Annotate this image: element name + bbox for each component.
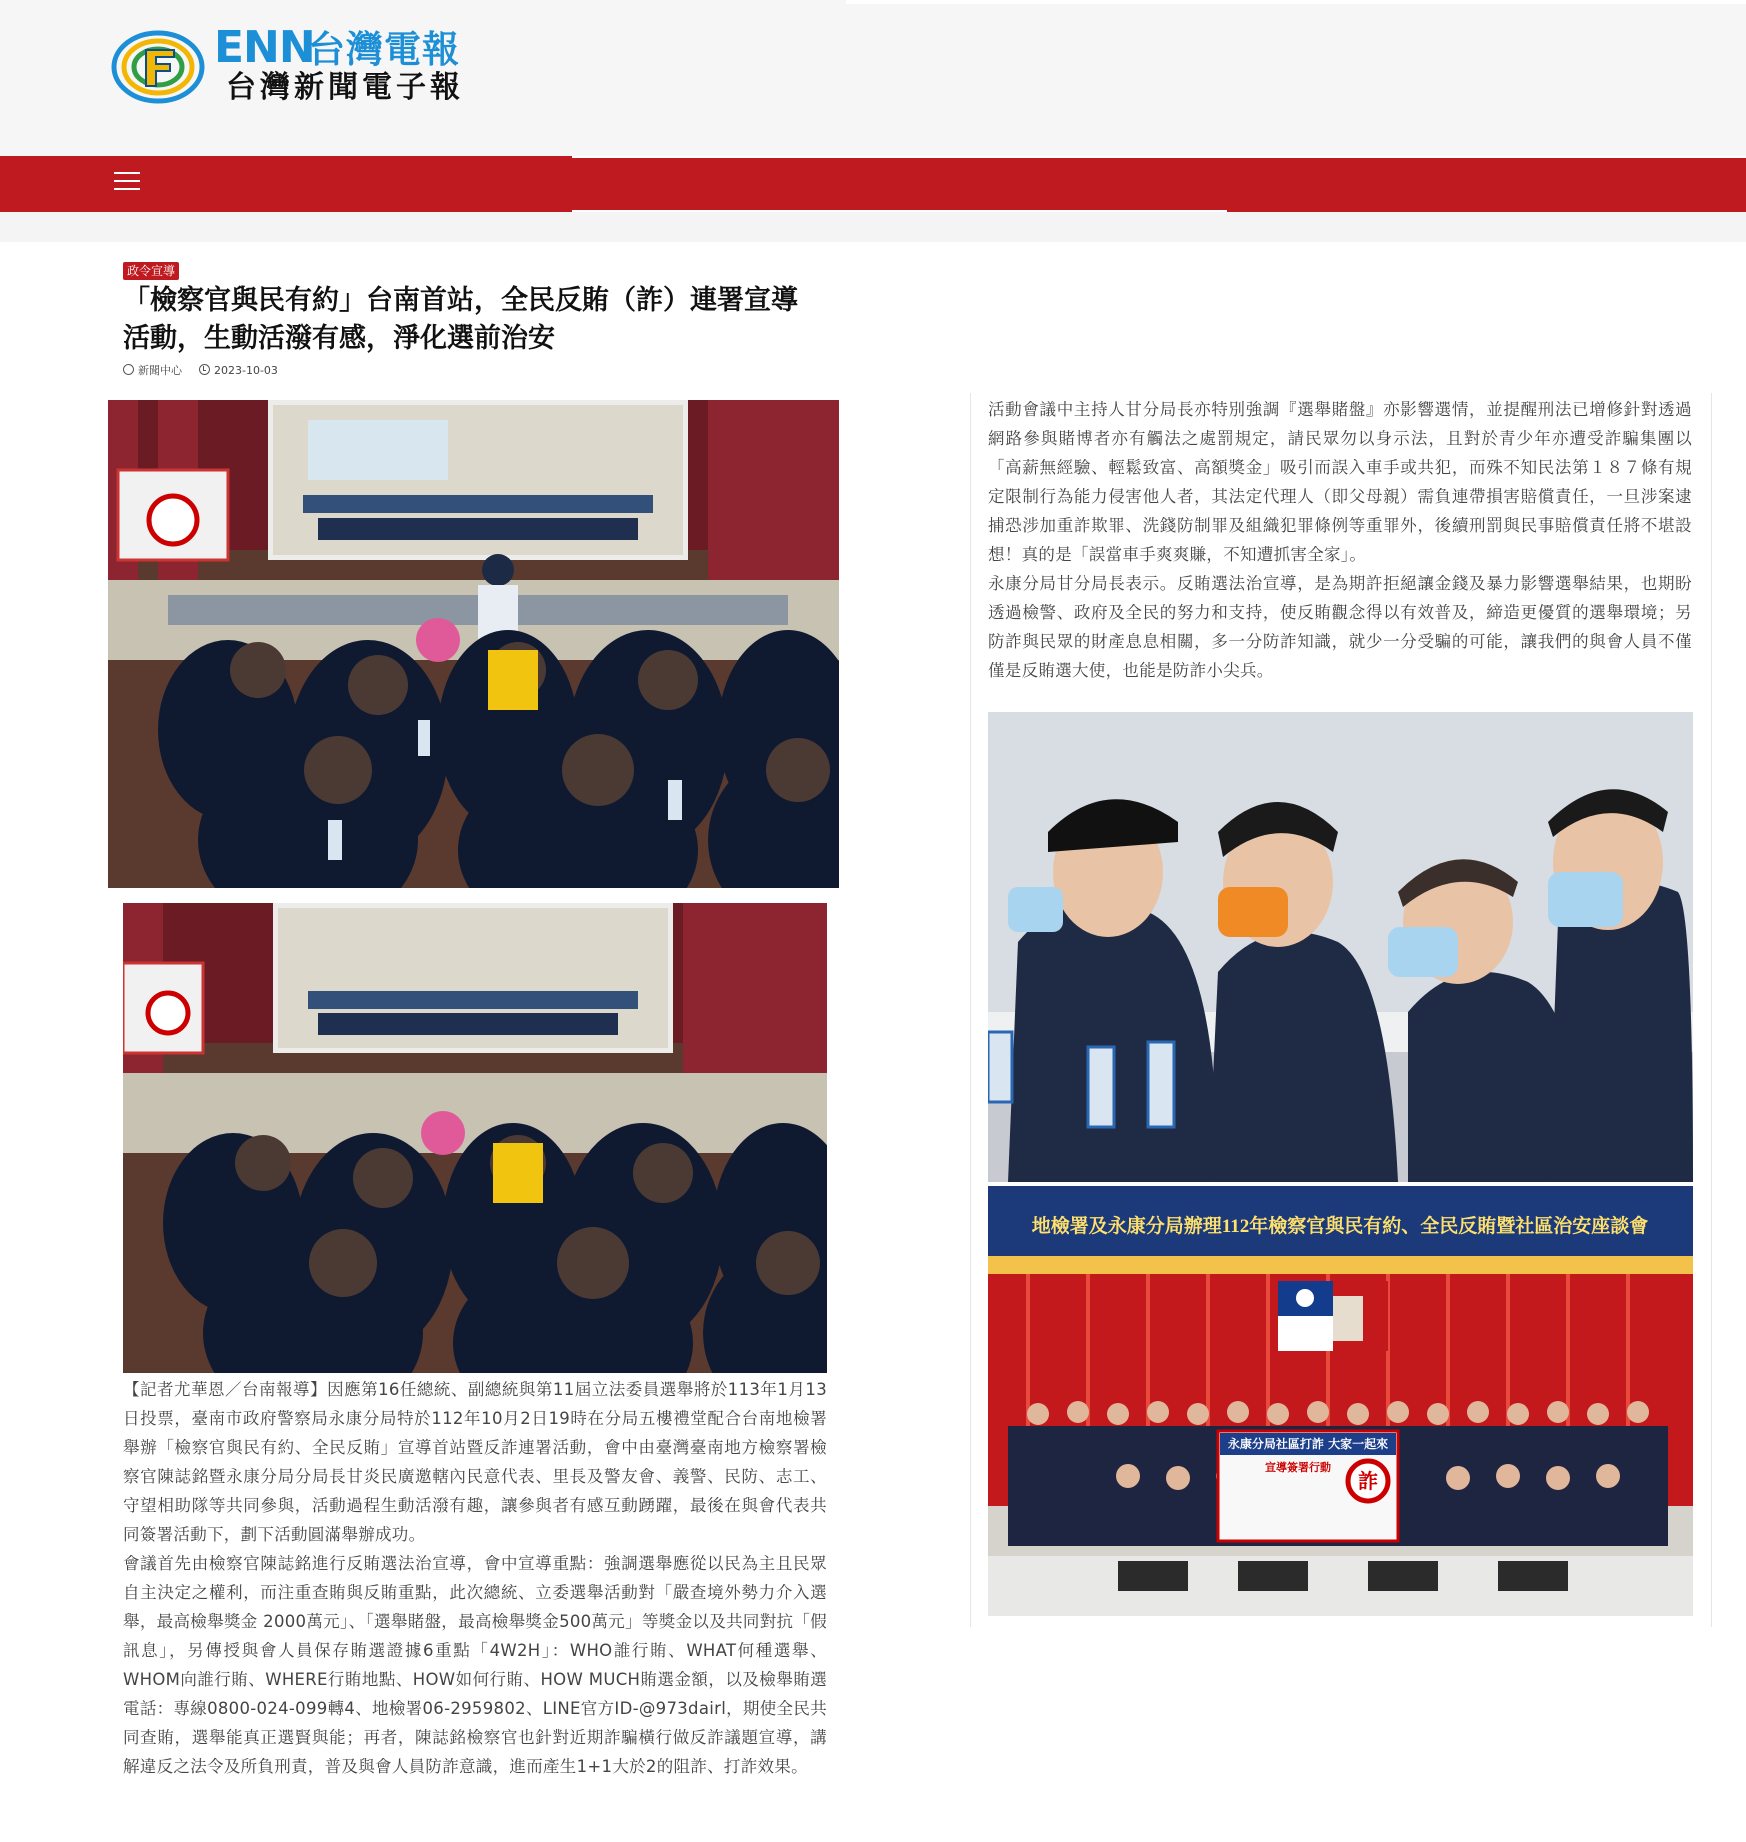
nav-spacer (0, 212, 1746, 242)
photo-participants (988, 712, 1693, 1182)
sign-subtext: 宣導簽署行動 (1265, 1461, 1331, 1474)
meeting-photo-graphic (123, 903, 827, 1373)
banner-text: 地檢署及永康分局辦理112年檢察官與民有約、全民反賄暨社區治安座談會 (1031, 1216, 1649, 1237)
logo-zh-top: 台灣電報 (308, 28, 460, 71)
participants-photo-graphic (988, 712, 1693, 1182)
sign-text: 永康分局社區打詐 大家一起來 (1227, 1437, 1389, 1451)
article-title: 「檢察官與民有約」台南首站，全民反賄（詐）連署宣導活動，生動活潑有感，淨化選前治安 (123, 285, 798, 354)
article-author[interactable]: 新聞中心 (138, 364, 182, 377)
article-date: 2023-10-03 (214, 364, 278, 377)
paragraph: 【記者尤華恩／台南報導】因應第16任總統、副總統與第11屆立法委員選舉將於113年1月13日投票，臺南市政府警察局永康分局特於112年10月2日19時在分局五樓禮堂配合台南地檢署舉辦「檢察官與民有約、全民反賄」宣導首站暨反詐連署活動，會中由臺灣臺南地方檢察署檢察官陳誌銘暨永康分局分局長甘炎民廣邀轄內民意代表、里長及警友會、義警、民防、志工、守望相助隊等共同參與，活動過程生動活潑有趣，讓參與者有感互動踴躍，最後在與會代表共同簽署活動下，劃下活動圓滿舉辦成功。 (123, 1380, 827, 1544)
group-photo-graphic (988, 1186, 1693, 1616)
article-meta (123, 363, 278, 379)
meeting-photo-graphic (108, 400, 839, 888)
logo-zh-bottom: 台灣新聞電子報 (226, 70, 464, 105)
menu-line (114, 172, 140, 174)
paragraph: 活動會議中主持人甘分局長亦特別強調『選舉賭盤』亦影響選情，並提醒刑法已增修針對透過網路參與賭博者亦有觸法之處罰規定，請民眾勿以身示法，且對於青少年亦遭受詐騙集團以「高薪無經驗、輕鬆致富、高額獎金」吸引而誤入車手或共犯，而殊不知民法第１８７條有規定限制行為能力侵害他人者，其法定代理人（即父母親）需負連帶損害賠償責任，一旦涉案逮捕恐涉加重詐欺罪、洗錢防制罪及組織犯罪條例等重罪外，後續刑罰與民事賠償責任將不堪設想！真的是「誤當車手爽爽賺，不知遭抓害全家」。 (988, 400, 1692, 564)
photo-hall-2 (123, 903, 827, 1373)
logo-enn-text: ENN (214, 22, 315, 73)
paragraph: 永康分局甘分局長表示。反賄選法治宣導，是為期許拒絕讓金錢及暴力影響選舉結果，也期盼透過檢警、政府及全民的努力和支持，使反賄觀念得以有效普及，締造更優質的選舉環境；另防詐與民眾的財產息息相關，多一分防詐知識，就少一分受騙的可能，讓我們的與會人員不僅僅是反賄選大使，也能是防詐小尖兵。 (988, 574, 1692, 680)
menu-line (114, 180, 140, 182)
article-body-left (123, 1375, 827, 1781)
article-body-right (988, 395, 1692, 685)
photo-hall-1 (108, 400, 839, 888)
header-seam (846, 0, 1746, 4)
main-nav-bar (0, 156, 1746, 212)
menu-line (114, 188, 140, 190)
category-badge[interactable]: 政令宣導 (123, 262, 179, 280)
sign-char: 詐 (1358, 1469, 1378, 1493)
clock-icon (199, 364, 210, 375)
user-icon (123, 364, 134, 375)
hamburger-menu-icon[interactable] (114, 172, 140, 194)
paragraph: 會議首先由檢察官陳誌銘進行反賄選法治宣導，會中宣導重點：強調選舉應從以民為主且民眾自主決定之權利，而注重查賄與反賄重點，此次總統、立委選舉活動對「嚴查境外勢力介入選舉，最高檢舉獎金 2000萬元」、「選舉賭盤，最高檢舉獎金500萬元」等獎金以及共同對抗「假訊息」，另傳授與會人員保存賄選證據6重點「4W2H」：WHO誰行賄、WHAT何種選舉、WHOM向誰行賄、WHERE行賄地點、HOW如何行賄、HOW MUCH賄選金額，以及檢舉賄選電話：專線0800-024-099轉4、地檢署06-2959802、LINE官方ID-@973dairl，期使全民共同查賄，選舉能真正選賢與能；再者，陳誌銘檢察官也針對近期詐騙橫行做反詐議題宣導，講解違反之法令及所負刑責，普及與會人員防詐意識，進而產生1+1大於2的阻詐、打詐效果。 (123, 1554, 827, 1776)
logo-emblem-icon (110, 30, 206, 104)
site-logo[interactable] (110, 22, 480, 116)
photo-group (988, 1186, 1693, 1616)
nav-seam-top (572, 156, 1746, 158)
